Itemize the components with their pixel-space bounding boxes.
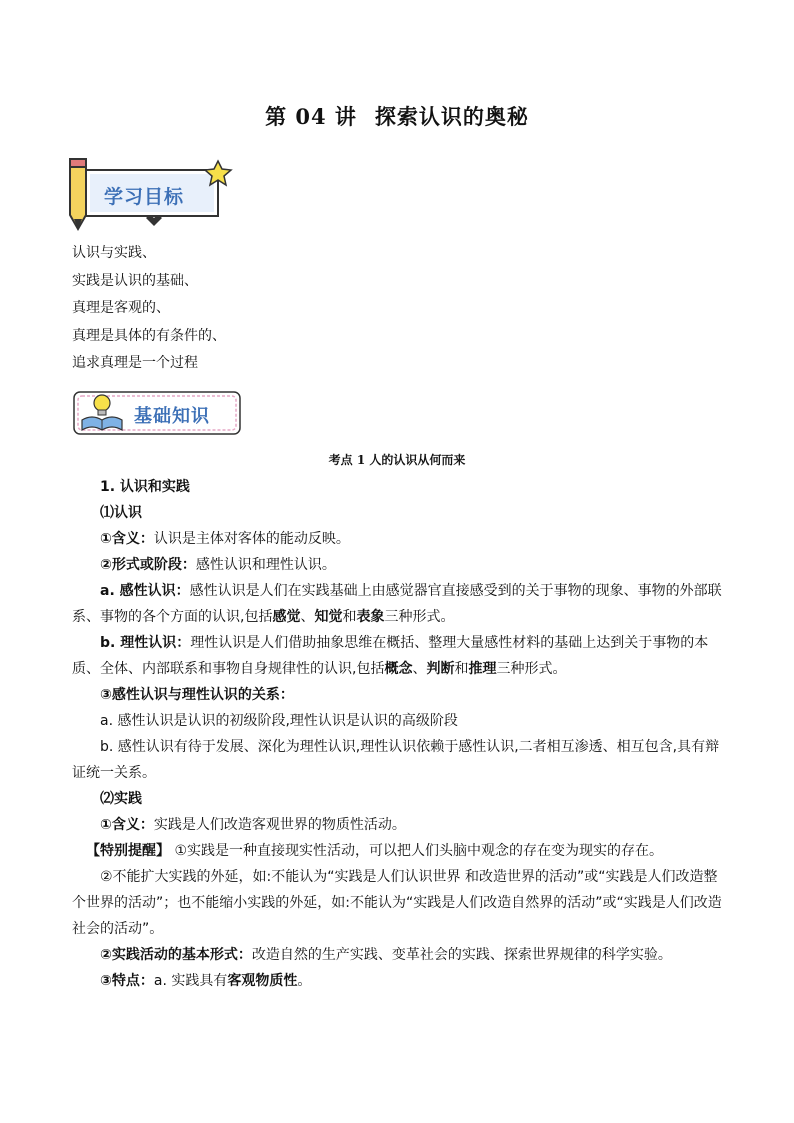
content-body bbox=[72, 474, 724, 994]
paragraph: ②实践活动的基本形式：改造自然的生产实践、变革社会的实践、探索世界规律的科学实验。 bbox=[100, 947, 672, 963]
section-title: 考点 1 人的认识从何而来 bbox=[328, 453, 466, 467]
paragraph: ①含义：实践是人们改造客观世界的物质性活动。 bbox=[100, 817, 406, 833]
learning-goals-label: 学习目标 bbox=[104, 186, 185, 208]
heading-practice: ⑵实践 bbox=[100, 791, 142, 807]
paragraph: a. 感性认识：感性认识是人们在实践基础上由感觉器官直接感受到的关于事物的现象、事物的外部联系、事物的各个方面的认识,包括感觉、知觉和表象三种形式。 bbox=[72, 583, 722, 625]
lecture-number: 第 04 讲 bbox=[265, 104, 357, 129]
paragraph: ③感性认识与理性认识的关系： bbox=[100, 687, 294, 703]
paragraph: ③特点：a. 实践具有客观物质性。 bbox=[100, 973, 312, 989]
paragraph: ②不能扩大实践的外延，如:不能认为“实践是人们认识世界 和改造世界的活动”或“实践是人们改造整个世界的活动”；也不能缩小实践的外延，如:不能认为“实践是人们改造自然界的活动”或“实践是人们改造社会的活动”。 bbox=[72, 869, 722, 937]
paragraph: ②形式或阶段：感性认识和理性认识。 bbox=[100, 557, 336, 573]
lecture-topic: 探索认识的奥秘 bbox=[374, 104, 529, 129]
goal-item: 真理是具体的有条件的、 bbox=[72, 327, 226, 344]
learning-goals-list bbox=[72, 240, 226, 378]
page-title bbox=[0, 101, 794, 131]
basic-knowledge-label: 基础知识 bbox=[134, 406, 210, 427]
paragraph: b. 理性认识：理性认识是人们借助抽象思维在概括、整理大量感性材料的基础上达到关于事物的本质、全体、内部联系和事物自身规律性的认识,包括概念、判断和推理三种形式。 bbox=[72, 635, 709, 677]
goal-item: 真理是客观的、 bbox=[72, 300, 170, 316]
heading-1: 1. 认识和实践 bbox=[100, 479, 190, 495]
paragraph: a. 感性认识是认识的初级阶段,理性认识是认识的高级阶段 bbox=[100, 713, 458, 729]
heading-cognition: ⑴认识 bbox=[100, 505, 142, 521]
goal-item: 实践是认识的基础、 bbox=[72, 272, 198, 289]
goal-item: 追求真理是一个过程 bbox=[72, 355, 198, 371]
basic-knowledge-banner bbox=[72, 386, 247, 438]
paragraph: b. 感性认识有待于发展、深化为理性认识,理性认识依赖于感性认识,二者相互渗透、相互包含,具有辩证统一关系。 bbox=[72, 739, 720, 781]
paragraph: ①含义：认识是主体对客体的能动反映。 bbox=[100, 531, 350, 547]
learning-goals-banner bbox=[68, 157, 238, 232]
goal-item: 认识与实践、 bbox=[72, 245, 156, 261]
paragraph: 【特别提醒】 ①实践是一种直接现实性活动，可以把人们头脑中观念的存在变为现实的存在。 bbox=[86, 843, 663, 859]
